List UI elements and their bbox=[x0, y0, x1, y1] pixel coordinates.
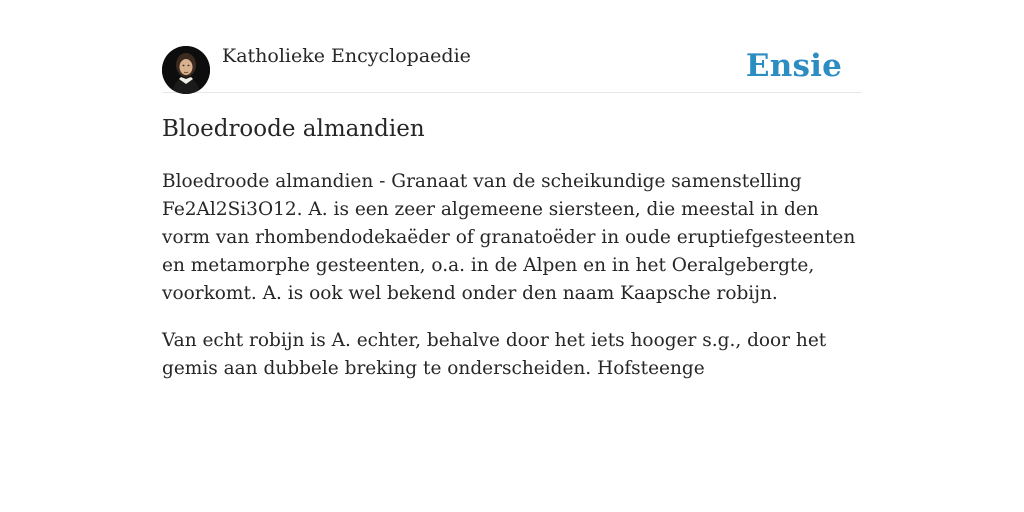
header bbox=[162, 0, 862, 93]
page-container bbox=[162, 0, 862, 379]
article-paragraph: Bloedroode almandien - Granaat van de scheikundige samenstelling Fe2Al2Si3O12. A. is een zeer algemeene siersteen, die meestal in den vorm van rhombendodekaëder of granatoëder in oude eruptiefgesteenten en metamorphe gesteenten, o.a. in de Alpen en in het Oeralgebergte, voorkomt. A. is ook wel bekend onder den naam Kaapsche robijn. bbox=[162, 171, 856, 304]
brand-logo[interactable]: Ensie bbox=[745, 48, 842, 84]
article-body bbox=[162, 168, 862, 402]
page-title: Bloedroode almandien bbox=[162, 116, 425, 142]
source-title[interactable]: Katholieke Encyclopaedie bbox=[222, 45, 471, 67]
article-paragraph: Van echt robijn is A. echter, behalve door het iets hooger s.g., door het gemis aan dubbele breking te onderscheiden. Hofsteenge bbox=[162, 330, 827, 379]
portrait-icon bbox=[162, 46, 210, 94]
avatar[interactable] bbox=[162, 46, 210, 94]
